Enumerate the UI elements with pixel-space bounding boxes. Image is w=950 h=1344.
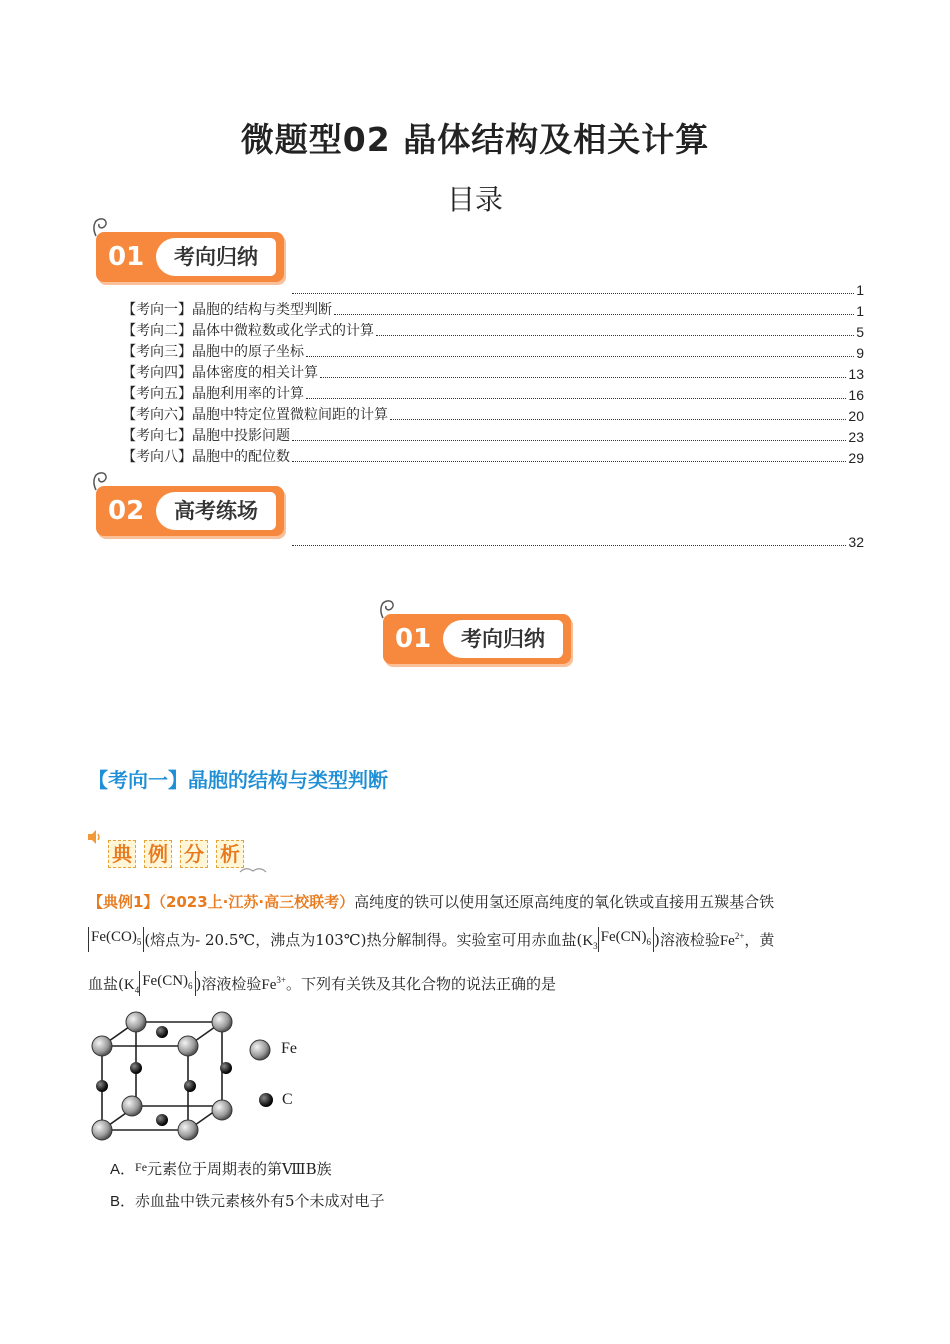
toc-page-number: 23 — [848, 429, 864, 445]
toc-page-number: 13 — [848, 366, 864, 382]
document-title: 微题型02 晶体结构及相关计算 — [240, 120, 710, 159]
section-badge-kaoxiang — [90, 216, 290, 286]
example-line-3: 血盐($K_4Fe(CN)_6$ )溶液检验$Fe^{3+}$。下列有关铁及其化合物的说法正确的是 — [88, 973, 556, 995]
speaker-icon — [86, 828, 104, 846]
toc-entry-text: 【考向六】晶胞中特定位置微粒间距的计算 — [122, 407, 388, 423]
section-heading: 【考向一】晶胞的结构与类型判断 — [88, 768, 388, 792]
toc-page-number: 20 — [848, 408, 864, 424]
section-badge-gaokao — [90, 470, 290, 540]
toc-entry[interactable] — [122, 362, 864, 382]
crystal-cell-figure — [84, 1004, 324, 1150]
badge-number: 02 — [108, 496, 145, 526]
example-analysis-banner — [86, 828, 286, 876]
option-b[interactable]: B．赤血盐中铁元素核外有5个未成对电子 — [110, 1192, 385, 1210]
banner-char: 析 — [216, 840, 244, 868]
example-source: （2023上·江苏·高三校联考） — [158, 893, 355, 911]
toc-entry[interactable] — [122, 320, 864, 340]
toc-entry-text: 【考向三】晶胞中的原子坐标 — [122, 344, 304, 360]
toc-page-number: 1 — [856, 282, 864, 298]
section-badge-kaoxiang-center — [377, 598, 577, 668]
book-icon — [238, 862, 268, 874]
toc-entry-text: 【考向八】晶胞中的配位数 — [122, 449, 290, 465]
toc-entry-text: 【考向七】晶胞中投影问题 — [122, 428, 290, 444]
legend-fe-label: Fe — [281, 1040, 297, 1057]
banner-char: 分 — [180, 840, 208, 868]
toc-entry-text: 【考向五】晶胞利用率的计算 — [122, 386, 304, 402]
toc-entry[interactable] — [122, 341, 864, 361]
badge-number: 01 — [395, 624, 432, 654]
banner-char: 典 — [108, 840, 136, 868]
example-label: 【典例1】 — [88, 893, 159, 911]
toc-entry[interactable] — [122, 425, 864, 445]
toc-entry[interactable] — [122, 404, 864, 424]
badge-label: 高考练场 — [156, 492, 276, 530]
toc-page-number: 16 — [848, 387, 864, 403]
figure-legend — [250, 1040, 273, 1107]
legend-c-label: C — [282, 1091, 293, 1108]
option-a[interactable]: A．$^{Fe}$元素位于周期表的第ⅧB族 — [110, 1160, 332, 1178]
toc-entry-badge1[interactable] — [290, 278, 864, 298]
toc-entry-text: 【考向一】晶胞的结构与类型判断 — [122, 302, 332, 318]
badge-label: 考向归纳 — [443, 620, 563, 658]
badge-number: 01 — [108, 242, 145, 272]
example-line-2: $Fe(CO)_5$ (熔点为- 20.5℃，沸点为103℃)热分解制得。实验室可用赤血盐($K_3Fe(CN)_6$ )溶液检验$Fe^{2+}$，黄 — [88, 926, 868, 956]
toc-entry-badge2[interactable] — [290, 530, 864, 550]
toc-page-number: 5 — [856, 324, 864, 340]
banner-char: 例 — [144, 840, 172, 868]
toc-heading: 目录 — [446, 183, 503, 216]
example-line-1: 【典例1】（2023上·江苏·高三校联考）高纯度的铁可以使用氢还原高纯度的氧化铁或直接用五羰基合铁 — [88, 893, 775, 911]
toc-entry-text: 【考向二】晶体中微粒数或化学式的计算 — [122, 323, 374, 339]
badge-label: 考向归纳 — [156, 238, 276, 276]
toc-page-number: 29 — [848, 450, 864, 466]
toc-entry-text: 【考向四】晶体密度的相关计算 — [122, 365, 318, 381]
toc-entry[interactable] — [122, 446, 864, 466]
toc-entry[interactable] — [122, 383, 864, 403]
toc-page-number: 9 — [856, 345, 864, 361]
legend-fe-icon — [250, 1040, 270, 1060]
toc-page-number: 1 — [856, 303, 864, 319]
legend-c-icon — [259, 1093, 273, 1107]
toc-entry[interactable] — [122, 299, 864, 319]
toc-page-number: 32 — [848, 534, 864, 550]
